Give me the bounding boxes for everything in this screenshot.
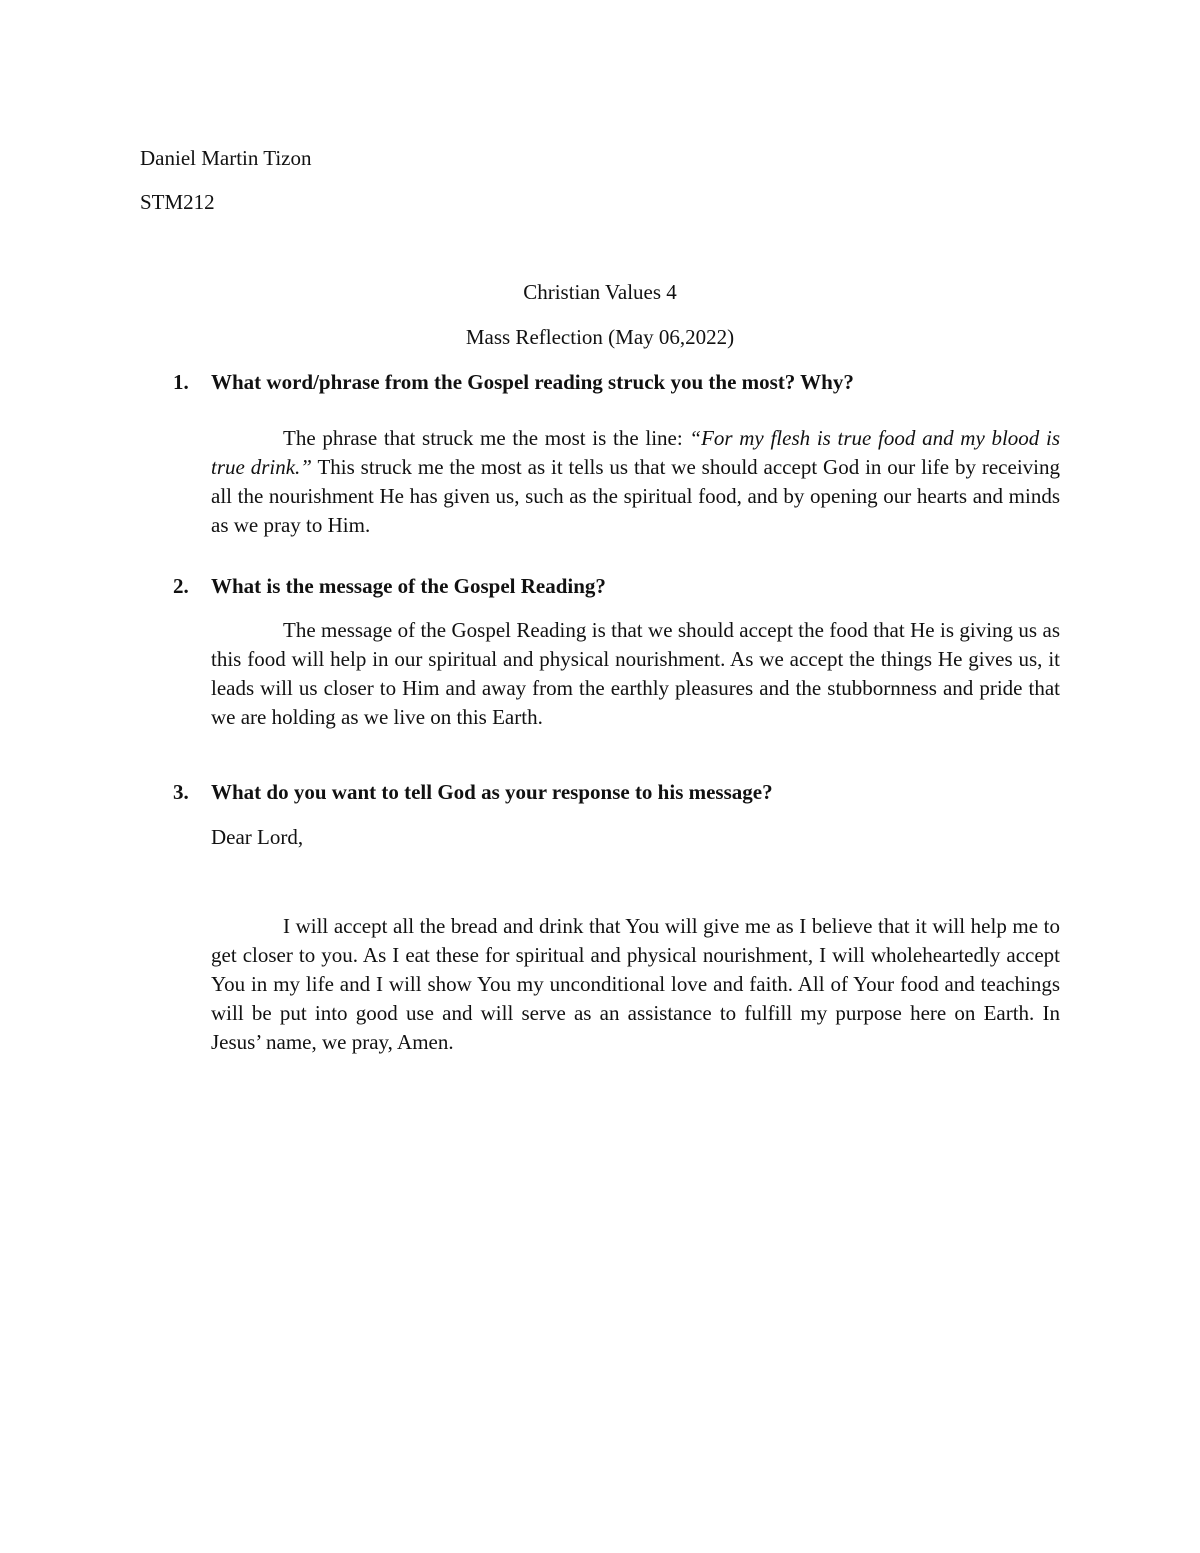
- author-name: Daniel Martin Tizon: [140, 146, 312, 170]
- answer-1-quote: “For my flesh is true food and my blood is true drink.”: [211, 426, 1060, 479]
- answer-3-paragraph: [211, 912, 1060, 1057]
- document-subtitle: Mass Reflection (May 06,2022): [465, 325, 735, 349]
- answer-2-text: The message of the Gospel Reading is that we should accept the food that He is giving us as this food will help in our spiritual and physical nourishment. As we accept the things He gives us, it leads will us closer to Him and away from the earthly pleasures and the stubbornness and pride that we are holding as we live on this Earth.: [211, 618, 1060, 729]
- question-2-number: 2.: [173, 574, 189, 598]
- answer-1-intro: The phrase that struck me the most is the line:: [283, 426, 690, 450]
- question-1-text: What word/phrase from the Gospel reading struck you the most? Why?: [211, 370, 854, 394]
- question-1-number: 1.: [173, 370, 189, 394]
- answer-1-paragraph: [211, 424, 1060, 540]
- answer-2-paragraph: [211, 616, 1060, 732]
- question-2-text: What is the message of the Gospel Reading?: [211, 574, 606, 598]
- question-3-number: 3.: [173, 780, 189, 804]
- answer-3-text: I will accept all the bread and drink that You will give me as I believe that it will help me to get closer to you. As I eat these for spiritual and physical nourishment, I will wholeheartedly accept You in my life and I will show You my unconditional love and faith. All of Your food and teachings will be put into good use and will serve as an assistance to fulfill my purpose here on Earth. In Jesus’ name, we pray, Amen.: [211, 914, 1060, 1054]
- section-code: STM212: [140, 190, 215, 214]
- answer-1-rest: This struck me the most as it tells us that we should accept God in our life by receiving all the nourishment He has given us, such as the spiritual food, and by opening our hearts and minds as we pray to Him.: [211, 455, 1060, 537]
- letter-salutation: Dear Lord,: [211, 825, 304, 849]
- question-3-text: What do you want to tell God as your response to his message?: [211, 780, 773, 804]
- course-title: Christian Values 4: [523, 280, 677, 304]
